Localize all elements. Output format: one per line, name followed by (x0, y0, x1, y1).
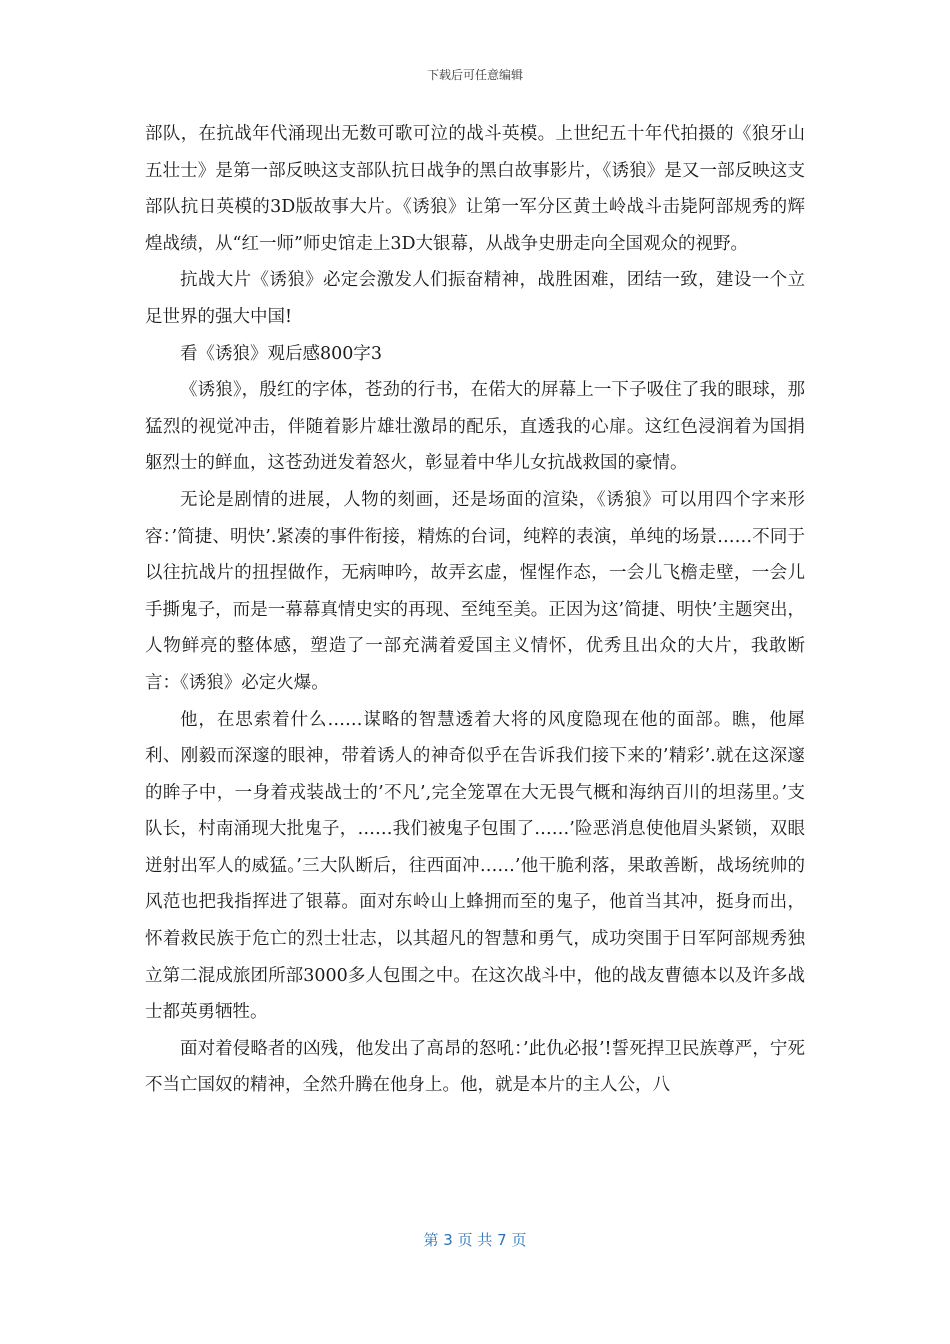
section-heading: 看《诱狼》观后感800字3 (180, 343, 383, 364)
paragraph-3: 《诱狼》，殷红的字体，苍劲的行书，在偌大的屏幕上一下子吸住了我的眼球，那猛烈的视觉冲击，伴随着影片雄壮激昂的配乐，直透我的心扉。这红色浸润着为国捐躯烈士的鲜血，这苍劲迸发着怒火，彰显着中华儿女抗战救国的豪情。 (145, 380, 805, 474)
paragraph-4: 无论是剧情的进展，人物的刻画，还是场面的渲染，《诱狼》可以用四个字来形容：’简捷、明快’.紧凑的事件衔接，精炼的台词，纯粹的表演，单纯的场景……不同于以往抗战片的扭捏做作，无病呻吟，故弄玄虚，惺惺作态，一会儿飞檐走壁，一会儿手撕鬼子，而是一幕幕真情史实的再现、至纯至美。正因为这’简捷、明快’主题突出，人物鲜亮的整体感，塑造了一部充满着爱国主义情怀，优秀且出众的大片，我敢断言：《诱狼》必定火爆。 (145, 489, 805, 693)
page-number: 第 3 页 共 7 页 (423, 1231, 527, 1249)
document-body (145, 116, 805, 1104)
paragraph-6: 面对着侵略者的凶残，他发出了高昂的怒吼：’此仇必报’!誓死捍卫民族尊严，宁死不当亡国奴的精神，全然升腾在他身上。他，就是本片的主人公，八 (145, 1038, 805, 1096)
paragraph-2: 抗战大片《诱狼》必定会激发人们振奋精神，战胜困难，团结一致，建设一个立足世界的强大中国! (145, 270, 805, 327)
paragraph-1: 部队，在抗战年代涌现出无数可歌可泣的战斗英模。上世纪五十年代拍摄的《狼牙山五壮士》是第一部反映这支部队抗日战争的黑白故事影片，《诱狼》是又一部反映这支部队抗日英模的3D版故事大片。《诱狼》让第一军分区黄土岭战斗击毙阿部规秀的辉煌战绩，从“红一师”师史馆走上3D大银幕，从战争史册走向全国观众的视野。 (145, 124, 805, 254)
paragraph-5: 他，在思索着什么……谋略的智慧透着大将的风度隐现在他的面部。瞧，他犀利、刚毅而深邃的眼神，带着诱人的神奇似乎在告诉我们接下来的’精彩’.就在这深邃的眸子中，一身着戎装战士的’不凡’,完全笼罩在大无畏气概和海纳百川的坦荡里。’支队长，村南涌现大批鬼子，……我们被鬼子包围了……’险恶消息使他眉头紧锁，双眼迸射出军人的威猛。’三大队断后，往西面冲……’他干脆利落，果敢善断，战场统帅的风范也把我指挥进了银幕。面对东岭山上蜂拥而至的鬼子，他首当其冲，挺身而出，怀着救民族于危亡的烈士壮志，以其超凡的智慧和勇气，成功突围于日军阿部规秀独立第二混成旅团所部3000多人包围之中。在这次战斗中，他的战友曹德本以及许多战士都英勇牺牲。 (145, 709, 805, 1023)
page-header-note: 下载后可任意编辑 (426, 68, 523, 82)
